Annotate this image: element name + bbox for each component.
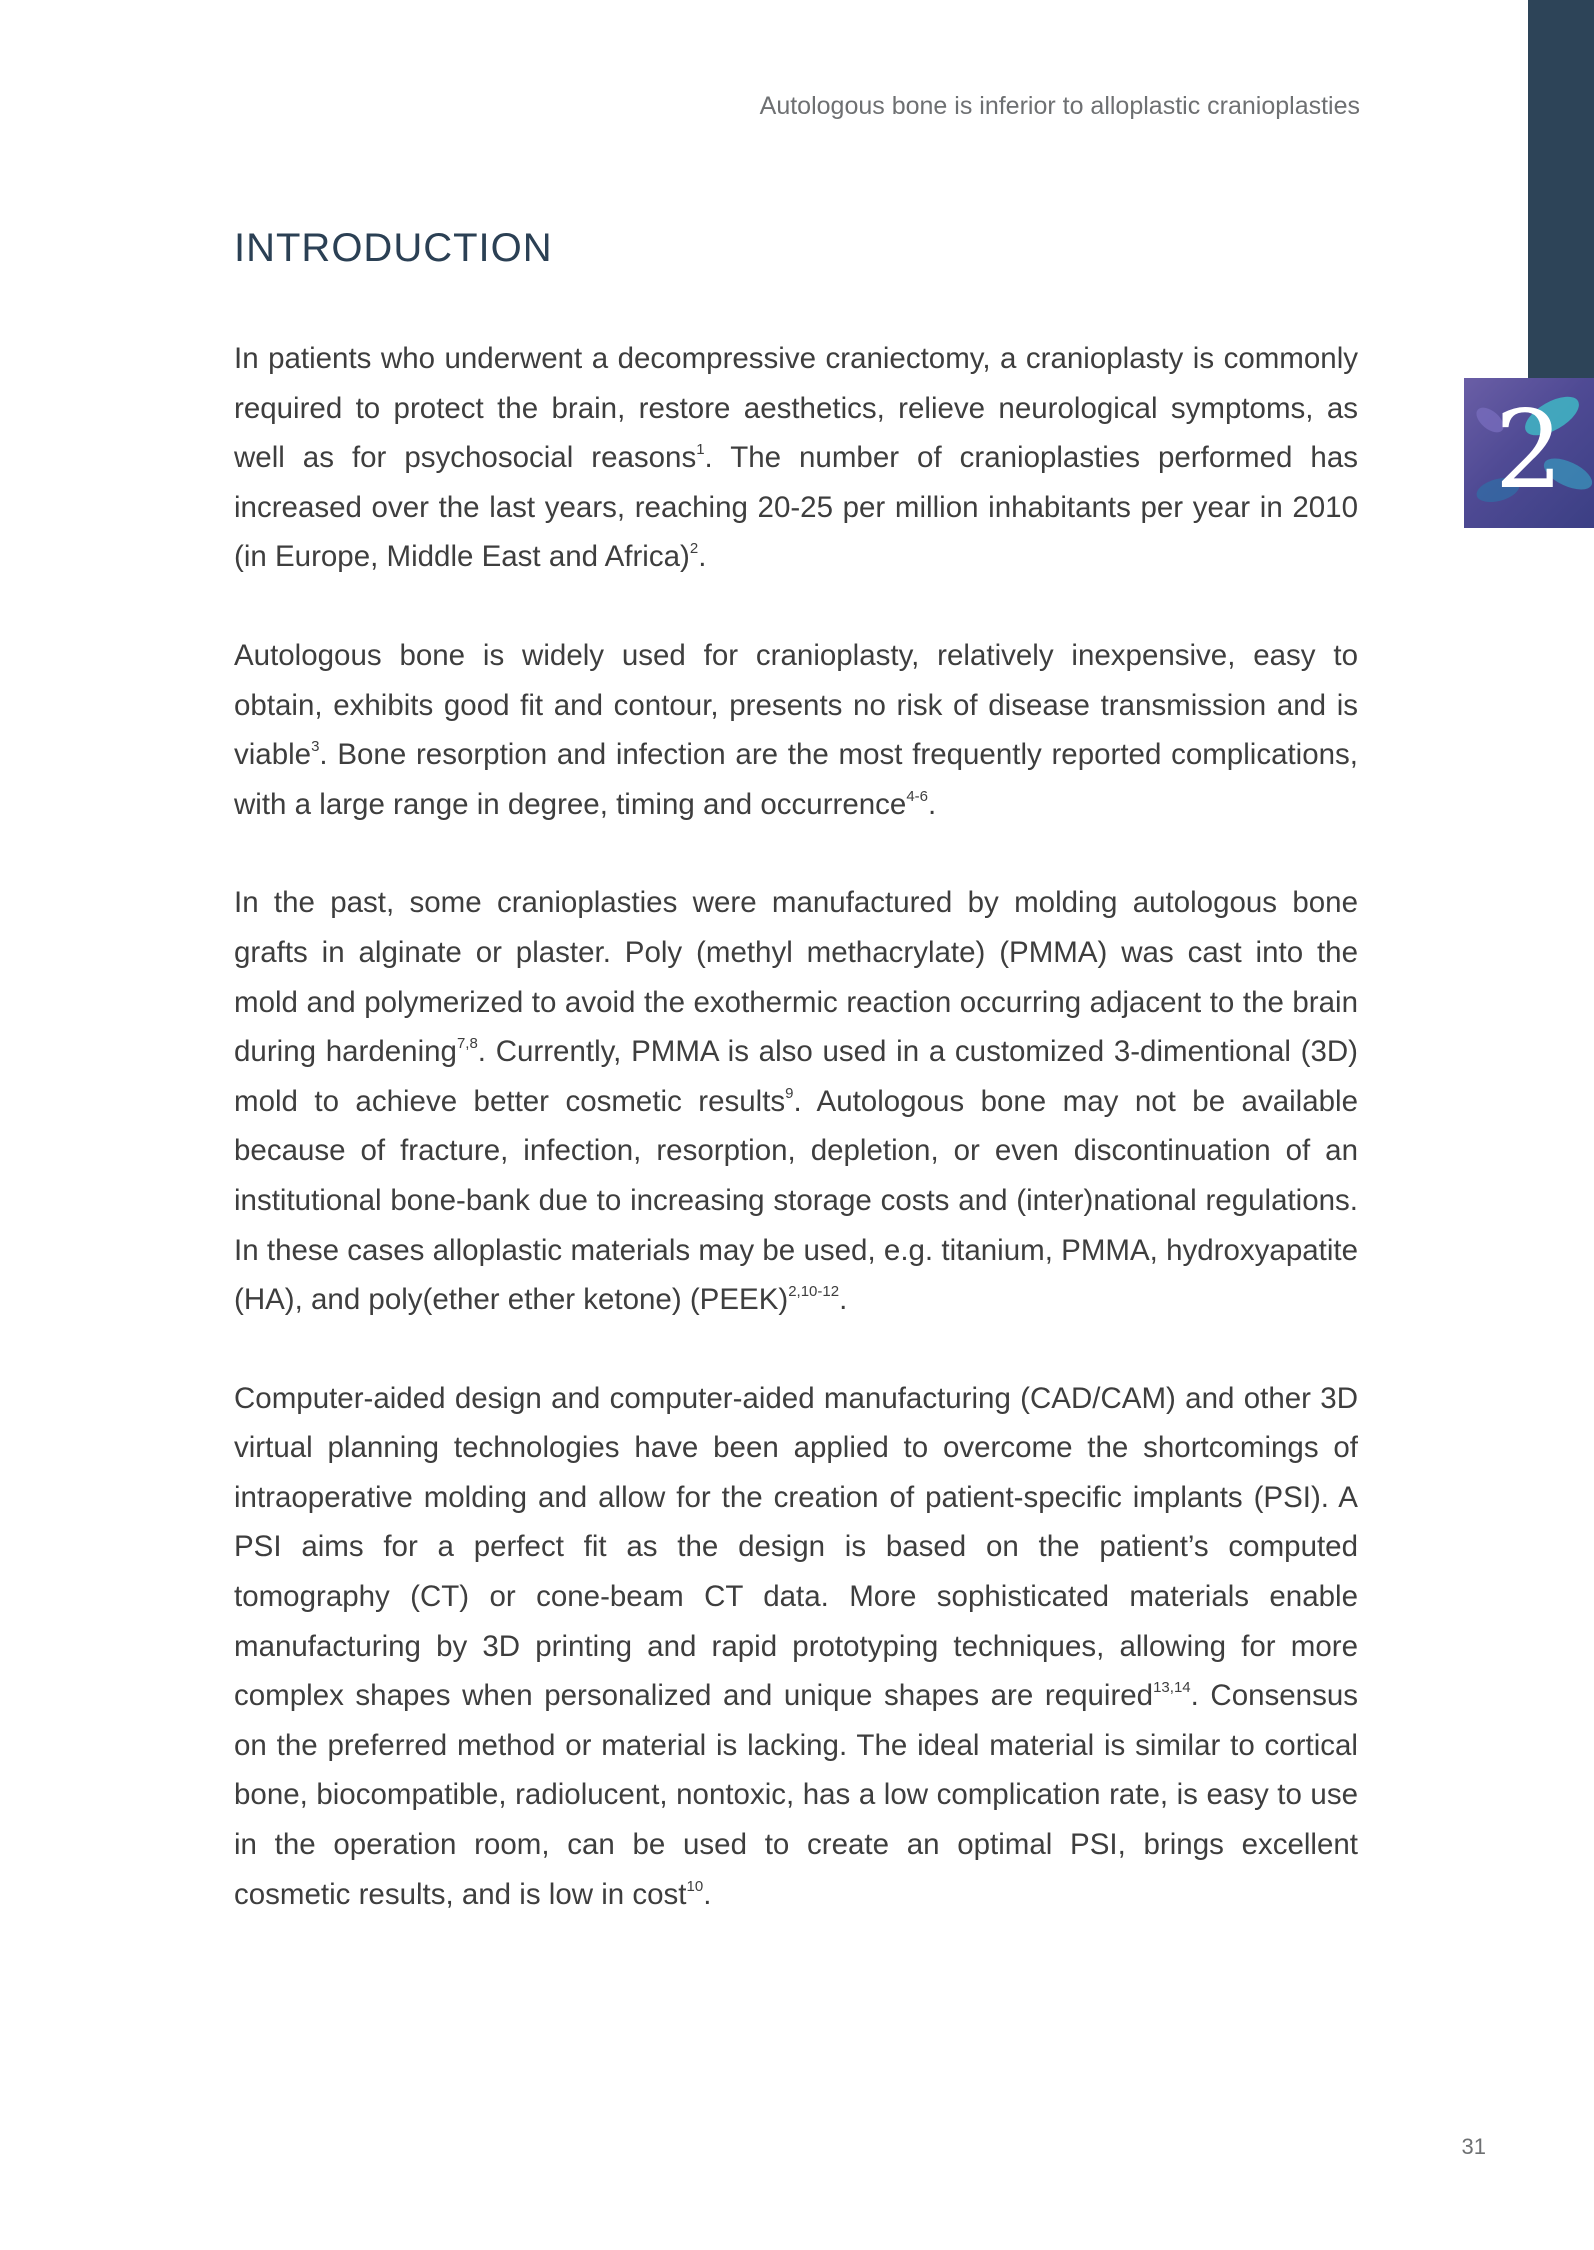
paragraph-text: . [839,1283,848,1317]
citation-ref: 2,10-12 [788,1283,840,1301]
citation-ref: 1 [696,441,705,459]
paragraph-text: In the past, some cranioplasties were manufactured by molding autologous bone grafts in alginate or plaster. Poly (methyl methacrylate) (PMMA) was cast into the mold and polymerized to avoid the exothermic reaction occurring adjacent to the brain during hardening [234,886,1358,1069]
citation-ref: 10 [686,1877,704,1895]
chapter-tab [1464,378,1594,528]
paragraph-text: . Autologous bone may not be available because of fracture, infection, resorption, depletion, or even discontinuation of an institutional bone-bank due to increasing storage costs and (inter)national regulations. In these cases alloplastic materials may be used, e.g. titanium, PMMA, hydroxyapatite (HA), and poly(ether ether ketone) (PEEK) [234,1084,1358,1317]
paragraph-text: . Currently, PMMA is also used in a customized 3-dimentional (3D) mold to achieve better cosmetic results [234,1035,1358,1118]
paragraph-text: . [698,540,707,574]
citation-ref: 4-6 [906,787,929,805]
chapter-number: 2 [1494,388,1564,513]
paragraph-text: . [703,1877,712,1911]
paragraph-text: . [928,787,937,821]
page-number: 31 [1461,2134,1486,2159]
paragraph-4 [234,1374,1358,1920]
citation-ref: 13,14 [1153,1679,1191,1697]
paragraph-text: In patients who underwent a decompressive craniectomy, a cranioplasty is commonly required to protect the brain, restore aesthetics, relieve neurological symptoms, as well as for psychosocial reasons [234,342,1358,475]
section-heading: INTRODUCTION [234,226,553,270]
chapter-side-strip [1528,0,1594,378]
body-text [234,334,1358,1968]
citation-ref: 9 [785,1084,794,1102]
paragraph-1 [234,334,1358,582]
running-header: Autologous bone is inferior to alloplastic cranioplasties [759,92,1360,120]
paragraph-3 [234,878,1358,1324]
paragraph-text: . Consensus on the preferred method or material is lacking. The ideal material is similar to cortical bone, biocompatible, radiolucent, nontoxic, has a low complication rate, is easy to use in the operation room, can be used to create an optimal PSI, brings excellent cosmetic results, and is low in cost [234,1679,1358,1911]
citation-ref: 3 [311,738,320,756]
paragraph-2 [234,631,1358,829]
paragraph-text: . Bone resorption and infection are the most frequently reported complications, with a large range in degree, timing and occurrence [234,738,1358,821]
paragraph-text: Computer-aided design and computer-aided manufacturing (CAD/CAM) and other 3D virtual planning technologies have been applied to overcome the shortcomings of intraoperative molding and allow for the creation of patient-specific implants (PSI). A PSI aims for a perfect fit as the design is based on the patient’s computed tomography (CT) or cone-beam CT data. More sophisticated materials enable manufacturing by 3D printing and rapid prototyping techniques, allowing for more complex shapes when personalized and unique shapes are required [234,1381,1358,1713]
citation-ref: 2 [689,540,699,558]
citation-ref: 7,8 [456,1035,478,1053]
paragraph-text: . The number of cranioplasties performed has increased over the last years, reaching 20-25 per million inhabitants per year in 2010 (in Europe, Middle East and Africa) [234,441,1358,574]
paragraph-text: Autologous bone is widely used for cranioplasty, relatively inexpensive, easy to obtain, exhibits good fit and contour, presents no risk of disease transmission and is viable [234,638,1358,772]
